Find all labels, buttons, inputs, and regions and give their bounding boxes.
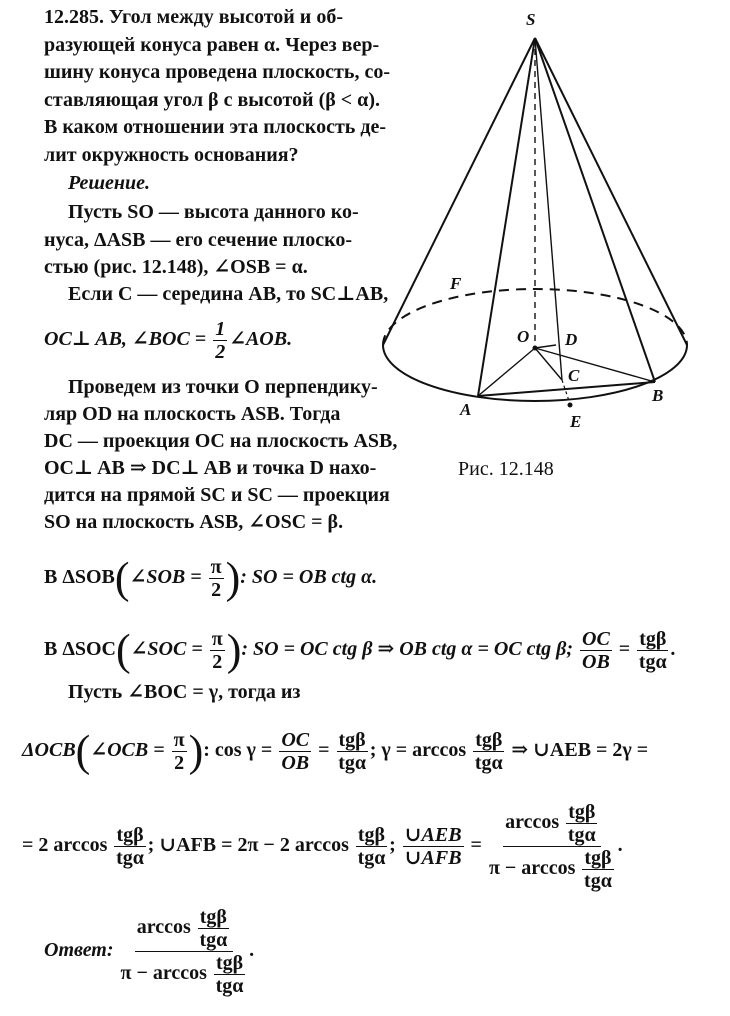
problem-line: разующей конуса равен α. Через вер- <box>44 34 380 56</box>
denominator: tgα <box>584 869 612 892</box>
solution-heading: Решение. <box>68 172 151 194</box>
formula-text: ∠AOB. <box>229 328 293 351</box>
numerator: tgβ <box>338 728 366 751</box>
solution-line: нуса, ΔASB — его сечение плоско- <box>44 229 353 251</box>
numerator: OC <box>281 728 310 751</box>
solution-line: Пусть ∠BOC = γ, тогда из <box>68 681 301 703</box>
numerator: π <box>173 728 185 751</box>
denominator: tgα <box>338 751 367 774</box>
formula-text: . <box>670 638 676 660</box>
denominator: tgα <box>357 846 386 869</box>
formula-text: ∠SOB = <box>129 566 207 588</box>
label-o: O <box>517 327 530 346</box>
solution-line: стью (рис. 12.148), ∠OSB = α. <box>44 256 308 278</box>
denominator: 2 <box>212 650 223 673</box>
paren: ) <box>226 625 242 675</box>
formula-text: = 2 arccos <box>22 834 113 856</box>
radius-ob <box>535 348 655 382</box>
segment-oc <box>535 348 562 380</box>
solution-line: ляр OD на плоскость ASB. Тогда <box>44 403 341 425</box>
formula-text: В ΔSOC <box>44 638 117 660</box>
numerator: tgβ <box>199 905 227 928</box>
formula-text: arccos <box>505 811 565 833</box>
denominator: tgα <box>199 928 228 951</box>
base-front-arc <box>383 345 687 401</box>
formula-text: OC⊥ AB, ∠BOC = <box>44 328 212 351</box>
point-e <box>568 403 573 408</box>
solution-line: SO на плоскость ASB, ∠OSC = β. <box>44 511 344 533</box>
formula-text: ; γ = arccos <box>369 739 472 761</box>
label-a: A <box>460 400 472 419</box>
solution-line: Если C — середина AB, то SC⊥AB, <box>68 283 389 305</box>
formula-text: : SO = OC ctg β ⇒ OB ctg α = OC ctg β; <box>241 638 578 660</box>
problem-text-line: Угол между высотой и об- <box>109 6 343 28</box>
problem-line: лит окружность основания? <box>44 144 299 166</box>
problem-line: ставляющая угол β с высотой (β < α). <box>44 89 380 111</box>
denominator: 2 <box>174 751 185 774</box>
label-d: D <box>565 330 578 349</box>
formula-text: ΔOCB <box>22 739 76 761</box>
paren: ( <box>114 553 130 603</box>
formula-text: arccos <box>136 916 196 938</box>
answer-label: Ответ: <box>44 939 114 961</box>
formula-text: В ΔSOB <box>44 566 115 588</box>
numerator: tgβ <box>215 951 244 974</box>
numerator: tgβ <box>584 846 612 869</box>
denominator: tgα <box>215 974 244 997</box>
generator-right <box>535 38 687 345</box>
solution-line: Проведем из точки O перпендику- <box>68 376 378 398</box>
formula-text: ⇒ ∪AEB = 2γ = <box>506 739 649 761</box>
paren: ) <box>188 726 204 776</box>
numerator: 1 <box>215 318 226 340</box>
problem-number: 12.285. <box>44 6 104 28</box>
numerator: OC <box>582 627 610 650</box>
numerator: tgβ <box>568 800 596 823</box>
label-b: B <box>652 386 664 405</box>
segment-od <box>535 345 556 348</box>
formula-text: : cos γ = <box>203 739 278 761</box>
paren: ( <box>75 726 91 776</box>
denominator: 2 <box>215 341 226 363</box>
formula-text: . <box>617 834 623 856</box>
formula-text: = <box>313 739 335 761</box>
numerator: tgβ <box>639 627 667 650</box>
numerator: tgβ <box>116 823 144 846</box>
generator-left <box>383 38 535 345</box>
solution-line: дится на прямой SC и SC — проекция <box>44 484 390 506</box>
numerator: π <box>210 555 222 578</box>
formula-text: = <box>465 834 487 856</box>
problem-line: шину конуса проведена плоскость, со- <box>44 61 390 83</box>
denominator: OB <box>281 751 310 774</box>
solution-line: OC⊥ AB ⇒ DC⊥ AB и точка D нахо- <box>44 457 377 479</box>
formula-text: π − arccos <box>488 857 581 879</box>
paren: ) <box>225 553 241 603</box>
solution-line: DC — проекция OC на плоскость ASB, <box>44 430 398 452</box>
formula-text: ; ∪AFB = 2π − 2 arccos <box>147 834 354 856</box>
formula-text: ; <box>389 834 401 856</box>
denominator: 2 <box>211 578 222 601</box>
denominator: tgα <box>474 751 503 774</box>
solution-line: Пусть SO — высота данного ко- <box>68 201 359 223</box>
formula-text: . <box>249 939 255 961</box>
label-s: S <box>526 10 536 29</box>
edge-sc <box>535 38 562 380</box>
label-f: F <box>450 274 462 293</box>
numerator: π <box>211 627 223 650</box>
denominator: OB <box>582 650 610 673</box>
figure-caption: Рис. 12.148 <box>458 458 554 480</box>
numerator: ∪AEB <box>404 823 462 846</box>
problem-line: В каком отношении эта плоскость де- <box>44 116 387 138</box>
label-c: C <box>568 366 580 385</box>
edge-sb <box>535 38 655 382</box>
numerator: tgβ <box>475 728 503 751</box>
formula-text: = <box>613 638 636 660</box>
radius-oa <box>478 348 535 396</box>
formula-text: ∠SOC = <box>130 638 208 660</box>
denominator: ∪AFB <box>404 846 462 869</box>
label-e: E <box>570 412 582 431</box>
denominator: tgα <box>638 650 667 673</box>
formula-text: : SO = OB ctg α. <box>240 566 378 588</box>
point-o <box>533 346 538 351</box>
denominator: tgα <box>567 823 596 846</box>
paren: ( <box>116 625 131 675</box>
numerator: tgβ <box>357 823 386 846</box>
denominator: tgα <box>116 846 144 869</box>
formula-text: π − arccos <box>120 962 212 984</box>
formula-text: ∠OCB = <box>90 739 170 761</box>
